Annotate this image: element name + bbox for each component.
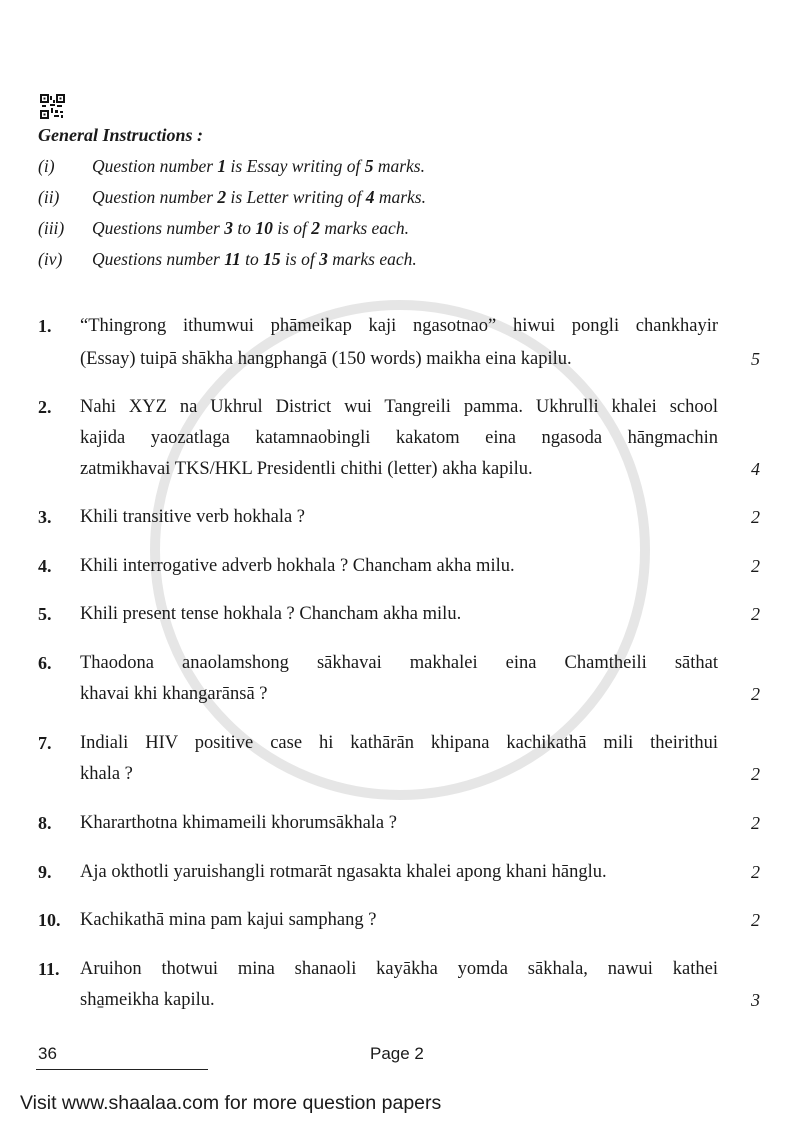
- question-number: 11.: [38, 959, 60, 979]
- question-marks: 5: [751, 349, 760, 369]
- question-text-line: khavai khi khangarānsā ?: [80, 684, 268, 704]
- instruction-number-value: 3: [224, 218, 233, 238]
- question-text-line: Thaodona anaolamshong sākhavai makhalei eina Chamtheili sāthat: [80, 653, 718, 673]
- question-marks: 2: [751, 684, 760, 704]
- instruction-text: [92, 187, 426, 208]
- instruction-segment: is of: [280, 249, 320, 269]
- question-text-line: Aja okthotli yaruishangli rotmarāt ngasakta khalei apong khani hānglu.: [80, 862, 607, 882]
- question-text-line: Khararthotna khimameili khorumsākhala ?: [80, 813, 397, 833]
- instruction-number-value: 1: [217, 156, 227, 176]
- instruction-number-value: 5: [364, 156, 374, 176]
- question-number: 2.: [38, 397, 52, 417]
- instruction-text: [92, 156, 425, 177]
- instruction-segment: to: [240, 249, 264, 269]
- instruction-number-value: 3: [319, 249, 328, 269]
- question-number: 1.: [38, 316, 52, 336]
- question-text-line: Khili interrogative adverb hokhala ? Chancham akha milu.: [80, 556, 515, 576]
- question-number: 5.: [38, 604, 52, 624]
- question-text-line: Khili transitive verb hokhala ?: [80, 507, 306, 527]
- instruction-number-value: 2: [217, 187, 227, 207]
- instruction-number: (iv): [38, 249, 63, 269]
- instruction-text: [92, 218, 409, 239]
- question-marks: 2: [751, 862, 760, 882]
- question-text-line: (Essay) tuipā shākha hangphangā (150 words) maikha eina kapilu.: [80, 349, 572, 369]
- question-text-line: Khili present tense hokhala ? Chancham akha milu.: [80, 604, 462, 624]
- instruction-segment: marks.: [374, 187, 426, 207]
- footer-code: 36: [38, 1044, 57, 1063]
- footer-divider: [36, 1069, 208, 1070]
- question-text-line: khala ?: [80, 764, 133, 784]
- instruction-number: (ii): [38, 187, 60, 207]
- instruction-number-value: 11: [224, 249, 241, 269]
- question-text-line: Kachikathā mina pam kajui samphang ?: [80, 910, 377, 930]
- question-marks: 3: [751, 990, 760, 1010]
- question-number: 9.: [38, 862, 52, 882]
- question-number: 4.: [38, 556, 52, 576]
- instruction-segment: Questions number: [92, 218, 225, 238]
- instruction-segment: Question number: [92, 156, 218, 176]
- question-marks: 2: [751, 604, 760, 624]
- question-text-line: sha̱meikha kapilu.: [80, 990, 215, 1010]
- visit-banner: Visit www.shaalaa.com for more question papers: [20, 1092, 442, 1114]
- instruction-number-value: 2: [311, 218, 321, 238]
- instruction-number-value: 10: [255, 218, 273, 238]
- instruction-segment: is Essay writing of: [226, 156, 365, 176]
- instruction-number: (iii): [38, 218, 65, 238]
- question-number: 7.: [38, 733, 52, 753]
- question-number: 8.: [38, 813, 52, 833]
- question-number: 6.: [38, 653, 52, 673]
- instruction-segment: to: [232, 218, 256, 238]
- question-text-line: Aruihon thotwui mina shanaoli kayākha yomda sākhala, nawui kathei: [80, 959, 718, 979]
- question-text-line: Nahi XYZ na Ukhrul District wui Tangreili pamma. Ukhrulli khalei school: [80, 397, 718, 417]
- instructions-title: General Instructions :: [38, 125, 204, 145]
- instruction-segment: Questions number: [92, 249, 225, 269]
- instruction-number: (i): [38, 156, 55, 176]
- instruction-number-value: 15: [263, 249, 281, 269]
- page-number: Page 2: [370, 1044, 424, 1063]
- question-marks: 2: [751, 910, 760, 930]
- instruction-text: [92, 249, 417, 270]
- instruction-segment: Question number: [92, 187, 218, 207]
- question-marks: 2: [751, 556, 760, 576]
- instruction-segment: marks each.: [327, 249, 417, 269]
- question-text-line: Indiali HIV positive case hi kathārān khipana kachikathā mili theirithui: [80, 733, 718, 753]
- instruction-segment: marks.: [373, 156, 425, 176]
- instruction-segment: is Letter writing of: [226, 187, 366, 207]
- watermark-circle: [150, 300, 650, 800]
- question-number: 3.: [38, 507, 52, 527]
- question-text-line: zatmikhavai TKS/HKL Presidentli chithi (letter) akha kapilu.: [80, 459, 533, 479]
- question-text-line: “Thingrong ithumwui phāmeikap kaji ngasotnao” hiwui pongli chankhayir: [80, 316, 718, 336]
- question-number: 10.: [38, 910, 61, 930]
- question-text-line: kajida yaozatlaga katamnaobingli kakatom eina ngasoda hāngmachin: [80, 428, 718, 448]
- question-marks: 4: [751, 459, 760, 479]
- instruction-segment: marks each.: [320, 218, 409, 238]
- qr-code-icon: [40, 94, 65, 119]
- question-marks: 2: [751, 764, 760, 784]
- question-marks: 2: [751, 813, 760, 833]
- question-marks: 2: [751, 507, 760, 527]
- instruction-segment: is of: [272, 218, 312, 238]
- instruction-number-value: 4: [365, 187, 375, 207]
